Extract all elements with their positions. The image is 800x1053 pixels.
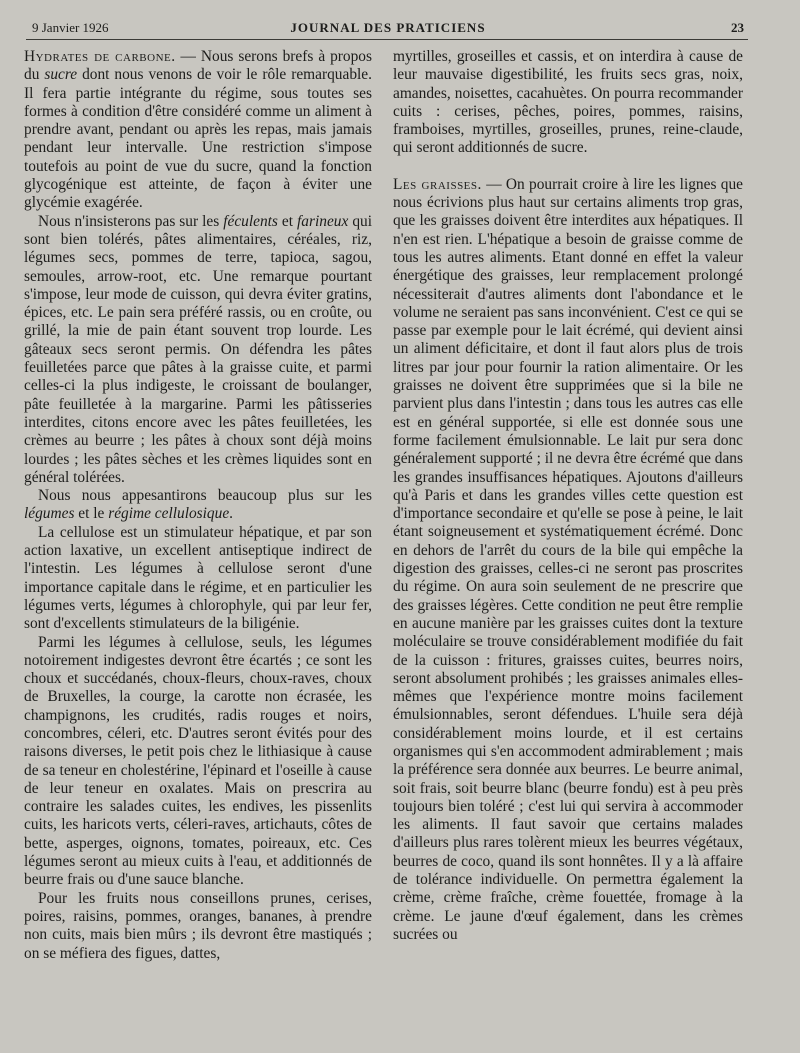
left-column [24,48,372,963]
right-column [393,48,743,944]
paragraph-fruits-continued: myrtilles, groseilles et cassis, et on interdira à cause de leur mauvaise digestibilité, les fruits secs gras, noix, amandes, noisettes, cacahuètes. On pourra recommander cuits : cerises, pêches, poires, pommes, raisins, framboises, myrtilles, groseilles, prunes, reine-claude, qui seront additionnés de sucre. [393,48,743,157]
page-number: 23 [731,20,744,35]
paragraph-vegetables-intro: Nous nous appesantirons beaucoup plus sur les légumes et le régime cellulosique. [24,487,372,523]
section-heading-carbohydrates: Hydrates de carbone. [24,48,176,65]
section-heading-fats: Les graisses. [393,175,482,193]
paragraph-fats: Les graisses. — On pourrait croire à lire les lignes que nous écrivions plus haut sur certains aliments trop gras, que les graisses doivent être interdites aux hépatiques. Il n'en est rien. L'hépatique a besoin de graisse comme de tous les autres aliments. Etant donné en effet la valeur énergétique des graisses, leur remplacement prolongé nécessiterait d'autres aliments dont l'abondance et le volume ne seraient pas sans inconvénient. C'est ce qui se passe par exemple pour le lait écrémé, qui devient ainsi un aliment déficitaire, et dont il faut alors plus de trois litres par jour pour fournir la ration alimentaire. Or les graisses ne doivent être supprimées que si la bile ne parvient plus dans l'intestin ; dans tous les autres cas elle est en général supportée, si elle est donnée sous une forme facilement émulsionnable. Le lait pur sera donc généralement supporté ; il ne devra être écrémé que dans les grandes insuffisances hépatiques. Ajoutons d'ailleurs qu'à Paris et dans les grandes villes cette question est d'importance secondaire et qu'elle se pose à peine, le lait étant soigneusement et systématiquement écrémé. Donc en dehors de l'arrêt du cours de la bile qui empêche la digestion des graisses, celles-ci ne seront pas proscrites du régime. On aura soin seulement de ne prescrire que des graisses légères. Cette condition ne peut être remplie en aucune manière par les graisses cuites dont la texture moléculaire se trouve considérablement modifiée du fait de la cuisson : fritures, graisses cuites, beurres noirs, seront absolument prohibés ; les graisses animales elles-mêmes que l'expérience montre moins facilement émulsionnables, seront défendues. L'huile sera déjà considérablement moins lourde, et il est certains organismes qui s'en accommodent admirablement ; mais la préférence sera donnée aux beurres. Le beurre animal, soit frais, soit beurre blanc (beurre fondu) est à peu près toujours bien toléré ; c'est lui qui servira à accommoder les aliments. Il faut savoir que certains malades d'ailleurs plus rares tolèrent mieux les beurres végétaux, beurres de coco, quand ils sont honnêtes. Il y a là affaire de tolérance individuelle. On permettra également la crème, crème fraîche, crème fouettée, fromage à la crème. Le jaune d'œuf également, dans les crèmes sucrées ou [393,175,743,943]
header-rule [26,39,748,40]
journal-title: JOURNAL DES PRATICIENS [290,20,486,35]
paragraph-vegetables-list: Parmi les légumes à cellulose, seuls, les légumes notoirement indigestes devront être écartés ; ce sont les choux et succédanés, choux-fleurs, choux-raves, choux de Bruxelles, la courge, la carotte non écrasée, les champignons, les crudités, radis rouges et noirs, concombres, céleri, etc. D'autres seront évités pour des raisons diverses, le petit pois chez le lithiasique à cause de sa teneur en cholestérine, l'épinard et l'oseille à cause de leur teneur en oxalates. Mais on prescrira au contraire les salades cuites, les endives, les pissenlits cuits, les haricots verts, céleri-raves, artichauts, côtes de bette, asperges, oignons, tomates, poireaux, etc. Ces légumes seront au mieux cuits à l'eau, et additionnés de beurre frais ou d'une sauce blanche. [24,633,372,889]
paragraph-fruits: Pour les fruits nous conseillons prunes, cerises, poires, raisins, pommes, oranges, bananes, à prendre non cuits, mais bien mûrs ; ils devront être mastiqués ; on se méfiera des figues, dattes, [24,889,372,962]
paragraph-starches: Nous n'insisterons pas sur les féculents et farineux qui sont bien tolérés, pâtes alimentaires, céréales, riz, légumes secs, pommes de terre, tapioca, sagou, semoules, arrow-root, etc. Une remarque pourtant s'impose, leur mode de cuisson, qui devra éviter gratins, épices, etc. Le pain sera préféré rassis, ou en croûte, ou grillé, la mie de pain étant souvent trop lourde. Les gâteaux secs seront permis. On défendra les pâtes feuilletées parce que pâtes à la graisse cuite, et parmi celles-ci la plus indigeste, le croissant de boulanger, pâte feuilletée à la margarine. Parmi les pâtisseries interdites, citons encore avec les pâtes feuilletées, les crèmes au beurre ; les pâtes à choux sont déjà moins lourdes ; les pâtes sèches et les crèmes liquides sont en général tolérées. [24,212,372,486]
paragraph-carbohydrates: Hydrates de carbone. — Nous serons brefs à propos du sucre dont nous venons de voir le rôle remarquable. Il fera partie intégrante du régime, sous toutes ses formes à condition d'être considéré comme un aliment à prendre avant, pendant ou après les repas, mais jamais pendant leur intervalle. Une restriction s'impose toutefois au point de vue du sucre, quand la fonction glycogénique est atteinte, de façon à éviter une glycémie exagérée. [24,48,372,212]
issue-date: 9 Janvier 1926 [32,20,109,35]
page-header [32,18,744,38]
paragraph-cellulose: La cellulose est un stimulateur hépatique, et par son action laxative, un excellent antiseptique indirect de l'intestin. Les légumes à cellulose seront d'une importance capitale dans le régime, et en particulier les légumes verts, légumes à chlorophyle, qui par leur fer, sont d'excellents stimulateurs de la biligénie. [24,523,372,633]
